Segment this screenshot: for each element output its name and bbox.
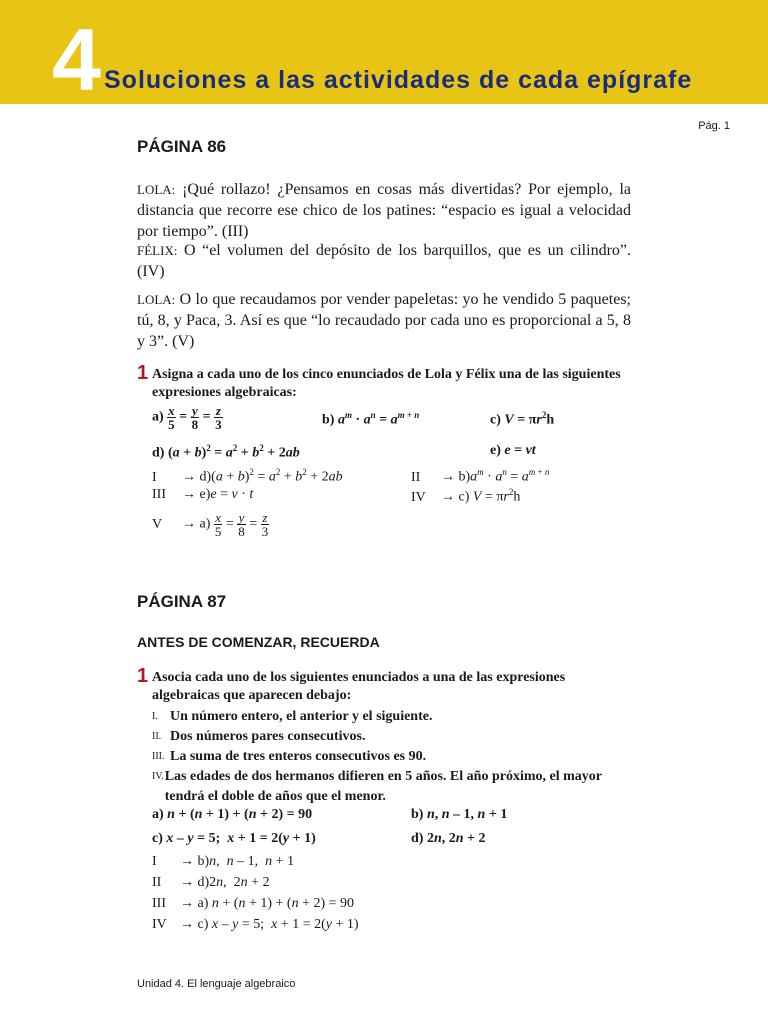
exercise-statement: Asigna a cada uno de los cinco enunciados de Lola y Félix una de las siguientes expresiones algebraicas: xyxy=(152,367,621,400)
exercise-number: 1 xyxy=(137,362,149,384)
expression-e: e) e = vt xyxy=(490,443,536,458)
dialog-line: LOLA: ¡Qué rollazo! ¿Pensamos en cosas más divertidas? Por ejemplo, la distancia que recorre ese chico de los patines: “espacio es igual a velocidad por tiempo”. (III) xyxy=(137,181,632,240)
answer-row: II → d)2n, 2n + 2 xyxy=(152,875,270,890)
exercise-number: 1 xyxy=(137,665,149,687)
expression-d: d) $(a + b)^2 = a^2 + b^2 + 2ab$ xyxy=(152,443,300,461)
exercise-statement: Asocia cada uno de los siguientes enunciados a una de las expresiones algebraicas que aparecen debajo: xyxy=(152,670,566,703)
unit-number: 4 xyxy=(52,10,101,109)
list-item: IV. Las edades de dos hermanos difieren en 5 años. El año próximo, el mayor tendrá el doble de años que el menor. xyxy=(152,769,602,804)
statement-list xyxy=(152,707,632,807)
list-item: III. La suma de tres enteros consecutivos es 90. xyxy=(152,749,427,764)
expression-a: a) $\frac{x}{5}$ = $\frac{y}{8}$ = $\frac{z}{3}$ xyxy=(152,403,222,432)
option-d: d) 2n, 2n + 2 xyxy=(411,831,486,846)
answer-row: $I \to d)(a + b)^2 = a^2 + b^2 + 2ab$ xyxy=(152,467,343,485)
answer-row: I → b)n, n – 1, n + 1 xyxy=(152,854,295,869)
option-b: b) n, n – 1, n + 1 xyxy=(411,807,508,822)
heading-p86: PÁGINA 86 xyxy=(137,137,227,156)
answer-row: V → a) $\frac{x}{5}$ = $\frac{y}{8}$ = $\frac{z}{3}$ xyxy=(152,510,269,539)
page-number: Pág. 1 xyxy=(698,120,730,132)
option-a: a) n + (n + 1) + (n + 2) = 90 xyxy=(152,807,313,822)
page-title: Soluciones a las actividades de cada epígrafe xyxy=(104,66,693,94)
option-c: c) x – y = 5; x + 1 = 2(y + 1) xyxy=(152,831,316,846)
dialog-line: LOLA: O lo que recaudamos por vender papeletas: yo he vendido 5 paquetes; tú, 8, y Paca, 3. Así es que “lo recaudado por cada uno es proporcional a 5, 8 y 3”. (V) xyxy=(137,291,631,350)
list-item: I. Un número entero, el anterior y el siguiente. xyxy=(152,709,433,724)
footer: Unidad 4. El lenguaje algebraico xyxy=(137,978,296,990)
answer-row: IV → c) $V = \pi r^2h$ xyxy=(411,487,521,505)
answer-row: III → a) n + (n + 1) + (n + 2) = 90 xyxy=(152,896,355,911)
answer-row: II → $b)a^m \cdot a^n = a^{m + n}$ xyxy=(411,467,550,485)
expression-c: c) $V = \pi r^2h$ xyxy=(490,410,555,428)
expression-b: b) $a^m \cdot a^n = a^{m + n}$ xyxy=(322,410,420,428)
header-banner xyxy=(0,0,768,109)
subheading: ANTES DE COMENZAR, RECUERDA xyxy=(137,634,380,650)
answer-row: IV → c) x – y = 5; x + 1 = 2(y + 1) xyxy=(152,917,359,932)
answer-row: III → e)e = v · t xyxy=(152,487,254,502)
list-item: II. Dos números pares consecutivos. xyxy=(152,729,366,744)
dialog-line: FÉLIX: O “el volumen del depósito de los barquillos, que es un cilindro”. (IV) xyxy=(137,242,631,280)
heading-p87: PÁGINA 87 xyxy=(137,592,227,611)
